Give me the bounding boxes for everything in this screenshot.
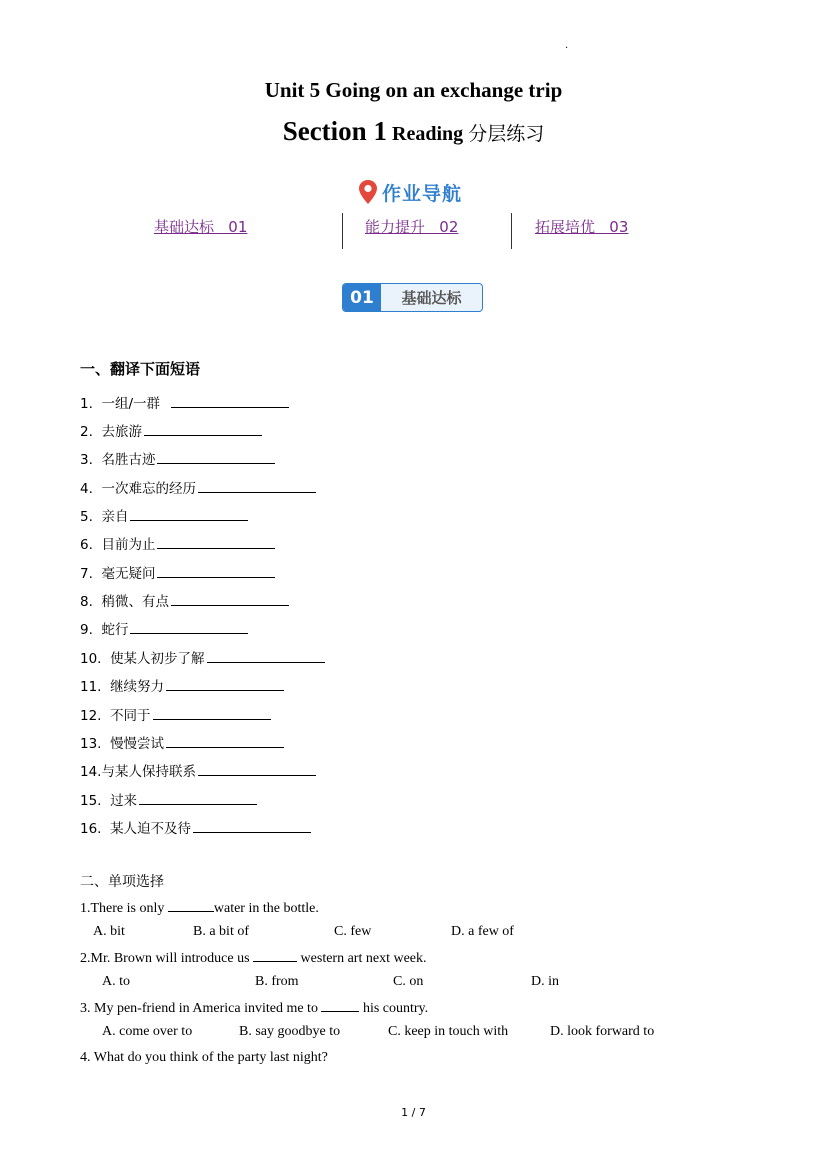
page-number: 1 / 7	[401, 1106, 426, 1119]
translation-item	[80, 789, 257, 809]
question-text-after: water in the bottle.	[213, 901, 319, 916]
option-c[interactable]: C. few	[334, 924, 372, 939]
item-number: 3.	[80, 452, 102, 468]
item-number: 7.	[80, 566, 102, 582]
section-badge-number: 01	[343, 284, 381, 311]
option-d[interactable]: D. in	[531, 974, 559, 989]
item-text: 一次难忘的经历	[101, 481, 196, 497]
question-stem	[80, 949, 427, 967]
item-number: 11.	[80, 679, 111, 695]
option-c[interactable]: C. keep in touch with	[388, 1024, 509, 1039]
answer-blank[interactable]	[130, 506, 248, 521]
header-mark: .	[565, 40, 569, 51]
option-c[interactable]: C. on	[393, 974, 424, 989]
answer-blank[interactable]	[171, 393, 289, 408]
translation-item	[80, 760, 316, 780]
answer-blank[interactable]	[139, 790, 257, 805]
item-text: 与某人保持联系	[101, 764, 196, 780]
subtitle-reading: Reading	[392, 123, 464, 145]
translation-item	[80, 392, 289, 412]
subtitle-section: Section 1	[282, 116, 387, 146]
option-b[interactable]: B. a bit of	[193, 924, 249, 939]
translation-item	[80, 448, 275, 468]
translation-item	[80, 817, 311, 837]
option-d[interactable]: D. look forward to	[550, 1024, 655, 1039]
question-text-after: western art next week.	[297, 951, 427, 966]
translation-item	[80, 732, 284, 752]
item-number: 4.	[80, 481, 102, 497]
item-text: 名胜古迹	[101, 452, 156, 468]
question-text: 1.There is only	[80, 901, 168, 916]
answer-blank[interactable]	[157, 563, 275, 578]
answer-blank[interactable]	[171, 591, 289, 606]
item-number: 1.	[80, 396, 102, 412]
answer-blank[interactable]	[130, 619, 248, 634]
item-text: 使某人初步了解	[110, 651, 205, 667]
section-badge	[342, 283, 483, 312]
translation-item	[80, 618, 248, 638]
answer-blank[interactable]	[321, 999, 359, 1012]
option-a[interactable]: A. bit	[93, 924, 125, 939]
option-b[interactable]: B. from	[255, 974, 299, 989]
item-text: 不同于	[110, 708, 151, 724]
answer-blank[interactable]	[166, 733, 284, 748]
translation-item	[80, 647, 325, 667]
option-a[interactable]: A. come over to	[102, 1024, 193, 1039]
translation-item	[80, 562, 275, 582]
document-title: Unit 5 Going on an exchange trip	[264, 78, 563, 102]
question-text-after: his country.	[359, 1001, 429, 1016]
location-pin-icon	[358, 179, 378, 205]
answer-blank[interactable]	[168, 899, 214, 912]
option-a[interactable]: A. to	[102, 974, 130, 989]
answer-blank[interactable]	[153, 705, 271, 720]
question-text: 4. What do you think of the party last night?	[80, 1050, 328, 1065]
item-number: 16.	[80, 821, 111, 837]
part1-heading: 一、翻译下面短语	[80, 360, 201, 378]
item-text: 去旅游	[101, 424, 142, 440]
item-text: 慢慢尝试	[110, 736, 165, 752]
homework-nav-title: 作业导航	[382, 182, 463, 205]
nav-divider	[342, 213, 343, 249]
item-number: 9.	[80, 622, 102, 638]
item-text: 继续努力	[110, 679, 165, 695]
question-stem	[80, 899, 319, 917]
item-number: 8.	[80, 594, 102, 610]
item-text: 一组/一群	[101, 396, 169, 412]
question-text: 2.Mr. Brown will introduce us	[80, 951, 254, 966]
translation-item	[80, 675, 284, 695]
answer-blank[interactable]	[166, 676, 284, 691]
nav-link-basic[interactable]: 基础达标 01	[154, 218, 248, 236]
option-d[interactable]: D. a few of	[451, 924, 514, 939]
answer-blank[interactable]	[144, 421, 262, 436]
part2-heading: 二、单项选择	[80, 874, 164, 890]
question-text: 3. My pen-friend in America invited me to	[80, 1001, 322, 1016]
item-number: 6.	[80, 537, 102, 553]
item-text: 蛇行	[101, 622, 129, 638]
question-stem	[80, 1050, 328, 1066]
item-text: 毫无疑问	[101, 566, 156, 582]
answer-blank[interactable]	[193, 818, 311, 833]
translation-item	[80, 704, 271, 724]
nav-link-extend[interactable]: 拓展培优 03	[535, 218, 629, 236]
item-text: 稍微、有点	[101, 594, 169, 610]
answer-blank[interactable]	[253, 949, 297, 962]
answer-blank[interactable]	[157, 534, 275, 549]
nav-link-improve[interactable]: 能力提升 02	[365, 218, 459, 236]
item-text: 目前为止	[101, 537, 156, 553]
item-number: 15.	[80, 793, 111, 809]
homework-nav-heading	[358, 178, 462, 206]
answer-blank[interactable]	[207, 648, 325, 663]
answer-blank[interactable]	[157, 449, 275, 464]
translation-item	[80, 420, 262, 440]
translation-item	[80, 590, 289, 610]
subtitle-practice: 分层练习	[468, 123, 545, 145]
item-text: 过来	[110, 793, 138, 809]
answer-blank[interactable]	[198, 761, 316, 776]
item-number: 5.	[80, 509, 102, 525]
item-number: 12.	[80, 708, 111, 724]
item-number: 10.	[80, 651, 111, 667]
translation-item	[80, 533, 275, 553]
translation-item	[80, 505, 248, 525]
translation-item	[80, 477, 316, 497]
item-number: 14.	[80, 764, 102, 780]
question-stem	[80, 999, 428, 1017]
section-badge-label: 基础达标	[401, 289, 462, 307]
item-number: 13.	[80, 736, 111, 752]
option-b[interactable]: B. say goodbye to	[239, 1024, 341, 1039]
item-number: 2.	[80, 424, 102, 440]
item-text: 某人迫不及待	[110, 821, 192, 837]
answer-blank[interactable]	[198, 478, 316, 493]
item-text: 亲自	[101, 509, 129, 525]
document-subtitle	[0, 116, 827, 147]
nav-divider	[511, 213, 512, 249]
